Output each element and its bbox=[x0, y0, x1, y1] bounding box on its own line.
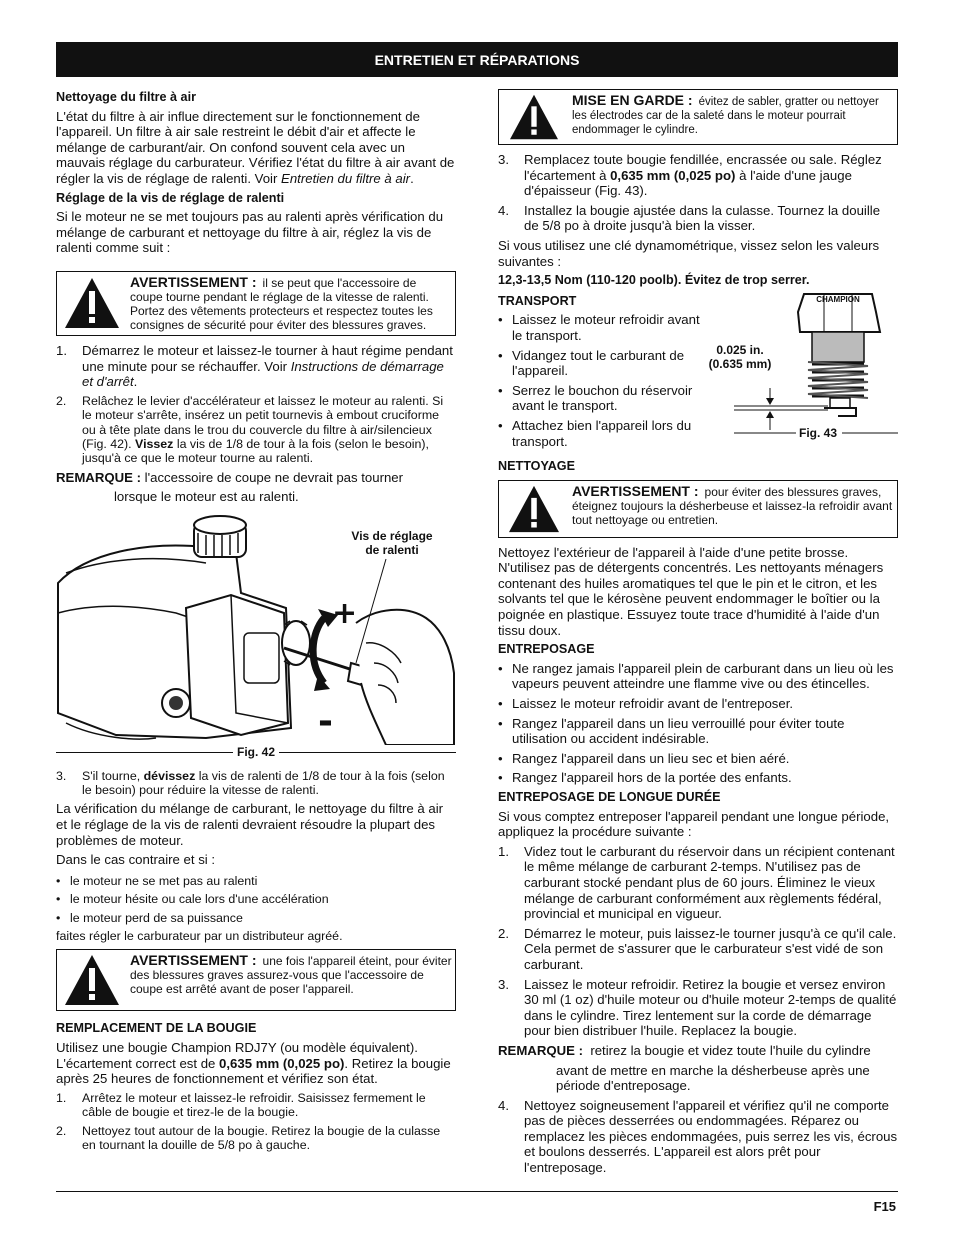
figure-43-caption: Fig. 43 bbox=[798, 425, 838, 440]
gap-label: 0.025 in. bbox=[716, 342, 764, 357]
gap-label-metric: (0.635 mm) bbox=[708, 356, 772, 371]
idle-heading: Réglage de la vis de réglage de ralenti bbox=[56, 190, 285, 205]
trimmer-engine-illustration bbox=[56, 513, 456, 745]
list-item: • Rangez l'appareil hors de la portée des enfants. bbox=[498, 770, 792, 786]
section-header: ENTRETIEN ET RÉPARATIONS bbox=[56, 42, 898, 77]
list-item: 2. Relâchez le levier d'accélérateur et laissez le moteur au ralenti. Si le moteur s'arrête, insérez un petit tournevis à embout cruciforme ou à tête plate dans le trou du couvercle du filtre à air/silencieux (Fig. 42). Vissez la vis de 1/8 de tour à la fois (selon le besoin), jusqu'à ce que le moteur tourne au ralenti. bbox=[56, 393, 444, 466]
spark-plug-brand: CHAMPION bbox=[816, 294, 860, 304]
warning-triangle-icon bbox=[502, 484, 566, 534]
idle-screw-label: Vis de réglage bbox=[351, 528, 433, 543]
list-item: 3. S'il tourne, dévissez la vis de ralenti de 1/8 de tour à la fois (selon le besoin) pour réduire la vitesse de ralenti. bbox=[56, 768, 445, 797]
warning-title: AVERTISSEMENT : bbox=[130, 273, 257, 290]
caution-box bbox=[498, 89, 898, 145]
left-column bbox=[56, 88, 456, 1156]
warning-text: une fois l'appareil éteint, pour éviter des blessures graves assurez-vous que l'accessoire de coupe est arrêté avant de poser l'appareil. bbox=[130, 954, 452, 997]
list-item: • Rangez l'appareil dans un lieu sec et bien aéré. bbox=[498, 750, 790, 766]
storage-list bbox=[498, 661, 898, 786]
spark-paragraph: Utilisez une bougie Champion RDJ7Y (ou modèle équivalent). L'écartement correct est de 0,635 mm (0,025 po). Retirez la bougie après 25 heures de fonctionnement et vérifiez son état. bbox=[56, 1039, 451, 1087]
caution-text: évitez de sabler, gratter ou nettoyer les électrodes car de la saleté dans le moteur pourrait endommager le cylindre. bbox=[572, 96, 879, 136]
list-item: 1. Démarrez le moteur et laissez-le tourner à haut régime pendant une minute pour se réchauffer. Voir Instructions de démarrage et d'arrêt. bbox=[56, 342, 453, 390]
list-item: • Attachez bien l'appareil lors du transport. bbox=[498, 417, 692, 449]
transport-list bbox=[498, 312, 704, 449]
list-item: • le moteur perd de sa puissance bbox=[56, 910, 243, 925]
footer-rule bbox=[56, 1191, 898, 1192]
long-storage-heading: ENTREPOSAGE DE LONGUE DURÉE bbox=[498, 790, 721, 804]
remark-storage: REMARQUE : retirez la bougie et videz toute l'huile du cylindre bbox=[498, 1042, 871, 1058]
warning-box-stop bbox=[56, 949, 456, 1011]
filter-heading: Nettoyage du filtre à air bbox=[56, 90, 196, 104]
idle-paragraph: Si le moteur ne se met toujours pas au ralenti après vérification du mélange de carburant et nettoyage du filtre à air, réglez la vis de ralenti comme suit : bbox=[56, 209, 444, 256]
warning-triangle-icon bbox=[502, 93, 566, 141]
list-item: 4. Installez la bougie ajustée dans la culasse. Tournez la douille de 5/8 po à droite jusqu'à bien la visser. bbox=[498, 202, 881, 234]
page-number: F15 bbox=[873, 1199, 896, 1214]
warning-triangle-icon bbox=[60, 275, 124, 332]
symptom-list bbox=[56, 874, 456, 925]
idle-screw-label-2: de ralenti bbox=[365, 542, 419, 557]
caution-title: MISE EN GARDE : bbox=[572, 92, 693, 108]
torque-values: 12,3-13,5 Nom (110-120 poolb). Évitez de trop serrer. bbox=[498, 273, 810, 288]
warning-box-idle bbox=[56, 271, 456, 336]
tighten-plus-symbol: + bbox=[332, 595, 358, 631]
right-column bbox=[498, 89, 898, 1180]
list-item: 4. Nettoyez soigneusement l'appareil et vérifiez qu'il ne comporte pas de pièces desserrées ou endommagées. Réparez ou remplacez les pièces endommagées, puis serrez les vis, écrous et boulons desserrés. L'appareil est alors prêt pour l'entreposage. bbox=[498, 1097, 898, 1176]
remark-idle-continued: lorsque le moteur est au ralenti. bbox=[114, 489, 299, 505]
figure-43 bbox=[704, 292, 898, 442]
otherwise-paragraph: Dans le cas contraire et si : bbox=[56, 852, 216, 868]
list-item: • Laissez le moteur refroidir avant de l'entreposer. bbox=[498, 696, 794, 712]
list-item: 2. Démarrez le moteur, puis laissez-le tourner jusqu'à ce qu'il cale. Cela permet de s'assurer que le carburateur s'est vidé de son carburant. bbox=[498, 925, 897, 972]
remark-idle: REMARQUE : l'accessoire de coupe ne devrait pas tourner bbox=[56, 469, 404, 485]
list-item: • Rangez l'appareil dans un lieu verrouillé pour éviter toute utilisation ou accident indésirable. bbox=[498, 715, 845, 747]
torque-paragraph: Si vous utilisez une clé dynamométrique, vissez selon les valeurs suivantes : bbox=[498, 237, 880, 269]
list-item: • Laissez le moteur refroidir avant le transport. bbox=[498, 312, 700, 343]
list-item: 2. Nettoyez tout autour de la bougie. Retirez la bougie de la culasse en tournant la douille de 5/8 po à gauche. bbox=[56, 1123, 441, 1152]
figure-42 bbox=[56, 513, 456, 745]
list-item: 1. Arrêtez le moteur et laissez-le refroidir. Saisissez fermement le câble de bougie et tirez-le de la bougie. bbox=[56, 1090, 426, 1120]
cleaning-heading: NETTOYAGE bbox=[498, 459, 575, 474]
long-storage-paragraph: Si vous comptez entreposer l'appareil pendant une longue période, appliquez la procédure suivante : bbox=[498, 808, 890, 840]
list-item: 1. Videz tout le carburant du réservoir dans un récipient contenant le même mélange de carburant 2-temps. N'utilisez pas de carburant stocké pendant plus de 60 jours. Éliminez le vieux mélange de carburant conformément aux règlements fédéral, provincial et municipal en vigueur. bbox=[498, 843, 895, 922]
check-paragraph: La vérification du mélange de carburant, le nettoyage du filtre à air et le réglage de la vis de ralenti devraient résoudre la plupart des problèmes de moteur. bbox=[56, 801, 444, 848]
figure-42-caption: Fig. 42 bbox=[56, 745, 456, 761]
list-item: • le moteur hésite ou cale lors d'une accélération bbox=[56, 892, 329, 907]
cleaning-paragraph: Nettoyez l'extérieur de l'appareil à l'aide d'une petite brosse. N'utilisez pas de détergents concentrés. Les nettoyants ménagers contenant des huiles aromatiques tel que le pin et le citron, et les solvants tel que le kérosène peuvent endommager le boîtier ou la poignée en plastique. Essuyez toute trace d'humidité à l'aide d'un tissu doux. bbox=[498, 544, 884, 638]
warning-triangle-icon bbox=[60, 953, 124, 1007]
warning-box-cleaning bbox=[498, 480, 898, 538]
warning-text: pour éviter des blessures graves, éteignez toujours la désherbeuse et laissez-la refroidir avant tout nettoyage ou entretien. bbox=[572, 484, 893, 527]
spark-heading: REMPLACEMENT DE LA BOUGIE bbox=[56, 1021, 257, 1036]
dealer-paragraph: faites régler le carburateur par un distributeur agréé. bbox=[56, 928, 343, 943]
list-item: 3. Laissez le moteur refroidir. Retirez la bougie et versez environ 30 ml (1 oz) d'huile moteur ou d'huile moteur 2-temps de qualité dans le cylindre. Tirez lentement sur la corde de démarrage pour bien distribuer l'huile. Replacez la bougie. bbox=[498, 976, 897, 1039]
list-item: • Serrez le bouchon du réservoir avant le transport. bbox=[498, 382, 693, 414]
warning-title: AVERTISSEMENT : bbox=[572, 482, 699, 499]
spark-plug-illustration bbox=[704, 292, 898, 442]
loosen-minus-symbol: - bbox=[318, 700, 333, 742]
transport-heading: TRANSPORT bbox=[498, 293, 577, 308]
warning-title: AVERTISSEMENT : bbox=[130, 952, 257, 969]
list-item: • le moteur ne se met pas au ralenti bbox=[56, 873, 258, 888]
storage-heading: ENTREPOSAGE bbox=[498, 642, 595, 657]
warning-text: il se peut que l'accessoire de coupe tourne pendant le réglage de la vitesse de ralenti. Portez des vêtements protecteurs et respectez toutes les consignes de sécurité pour éviter des blessures graves. bbox=[130, 275, 433, 332]
remark-storage-continued: avant de mettre en marche la désherbeuse après une période d'entreposage. bbox=[556, 1062, 870, 1094]
list-item: • Ne rangez jamais l'appareil plein de carburant dans un lieu où les vapeurs peuvent atteindre une flamme vive ou des étincelles. bbox=[498, 660, 894, 692]
filter-paragraph: L'état du filtre à air influe directement sur le fonctionnement de l'appareil. Un filtre à air sale restreint le débit d'air et affecte le mélange de carburant/air. On confond souvent cela avec un mauvais réglage du carburateur. Vérifiez l'état du filtre à air avant de régler la vis de réglage de ralenti. Voir Entretien du filtre à air. bbox=[56, 108, 455, 186]
list-item: • Vidangez tout le carburant de l'appareil. bbox=[498, 347, 685, 379]
list-item: 3. Remplacez toute bougie fendillée, encrassée ou sale. Réglez l'écartement à 0,635 mm (0,025 po) à l'aide d'une jauge d'épaisseur (Fig. 43). bbox=[498, 152, 882, 199]
